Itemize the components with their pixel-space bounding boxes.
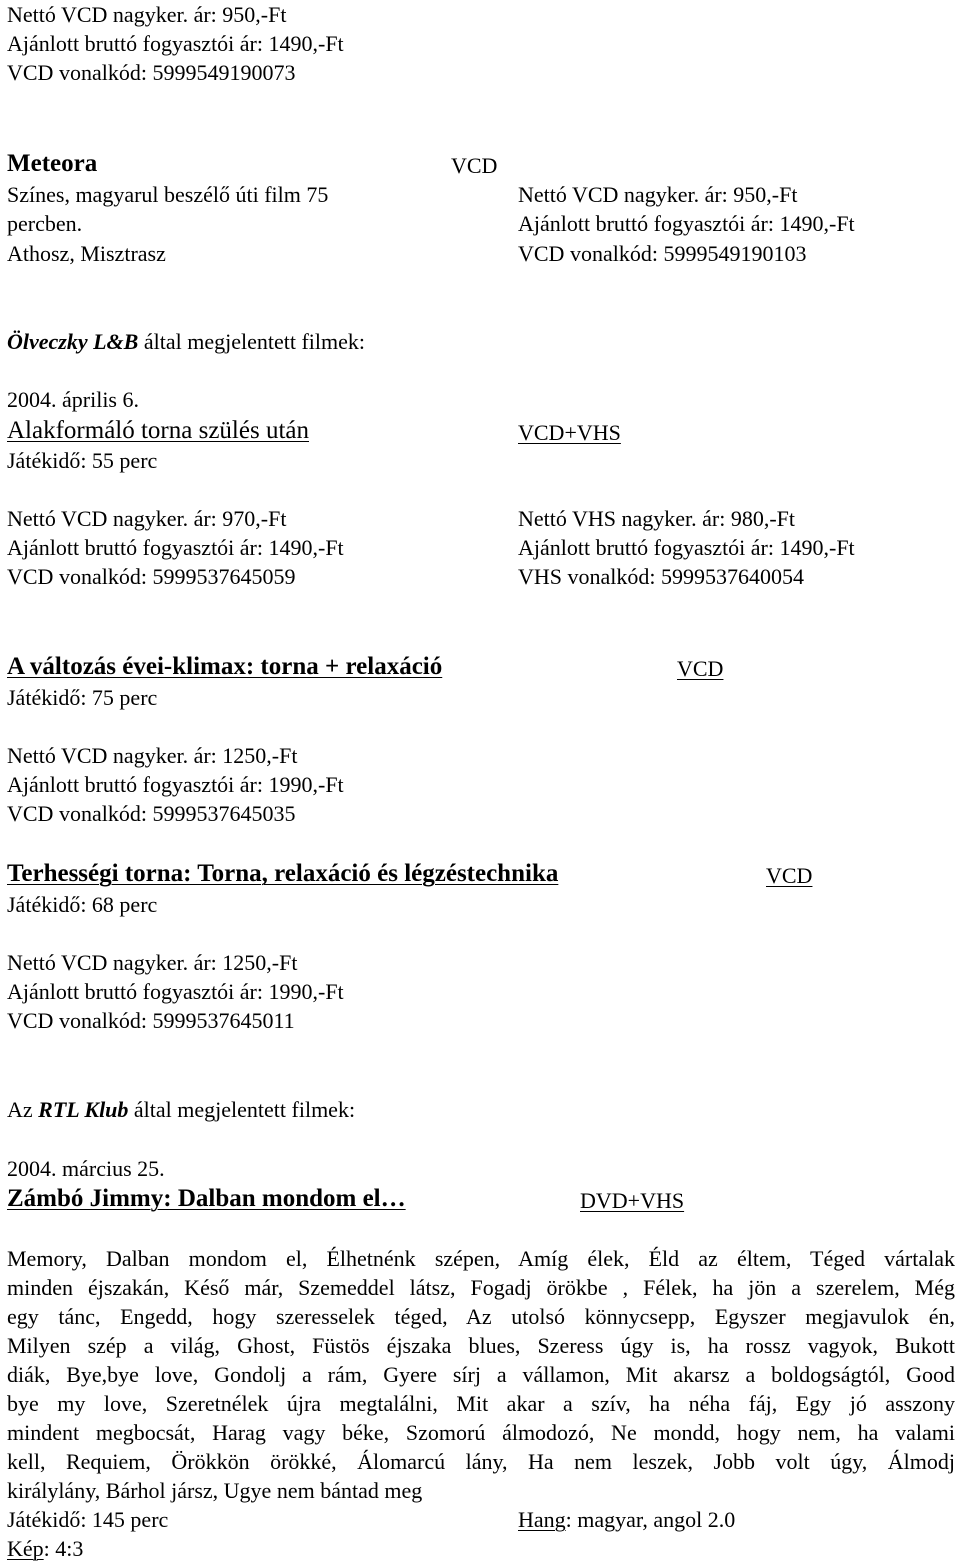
alakformalo-vcd-barcode: VCD vonalkód: 5999537645059 [7, 564, 296, 589]
alakformalo-vhs-barcode: VHS vonalkód: 5999537640054 [518, 564, 804, 589]
zambo-format: DVD+VHS [580, 1188, 685, 1213]
klimax-retail-price: Ajánlott bruttó fogyasztói ár: 1990,-Ft [7, 772, 344, 797]
meteora-format: VCD [451, 153, 498, 178]
top-barcode: VCD vonalkód: 5999549190073 [7, 60, 296, 85]
alakformalo-vhs-retail: Ajánlott bruttó fogyasztói ár: 1490,-Ft [518, 535, 855, 560]
tracklist-line: kell, Requiem, Örökkön örökké, Álomarcú lány, Ha nem leszek, Jobb volt úgy, Álmodj [7, 1449, 955, 1474]
olveczky-heading-rest: által megjelentett filmek: [138, 329, 365, 354]
tracklist-line: mindent megbocsát, Harag vagy béke, Szomorú álmodozó, Ne mondd, hogy nem, ha valami [7, 1420, 955, 1445]
olveczky-publisher: Ölveczky L&B [7, 329, 139, 354]
meteora-retail-price: Ajánlott bruttó fogyasztói ár: 1490,-Ft [518, 211, 855, 236]
alakformalo-vhs-net: Nettó VHS nagyker. ár: 980,-Ft [518, 506, 796, 531]
klimax-runtime: Játékidő: 75 perc [7, 685, 158, 710]
meteora-barcode: VCD vonalkód: 5999549190103 [518, 241, 807, 266]
rtl-heading [7, 1095, 355, 1124]
alakformalo-vcd-net: Nettó VCD nagyker. ár: 970,-Ft [7, 506, 287, 531]
zambo-picture-label: Kép [7, 1536, 44, 1561]
top-retail-price: Ajánlott bruttó fogyasztói ár: 1490,-Ft [7, 31, 344, 56]
top-net-price: Nettó VCD nagyker. ár: 950,-Ft [7, 2, 287, 27]
meteora-title: Meteora [7, 150, 98, 177]
zambo-picture-value: : 4:3 [43, 1536, 84, 1561]
zambo-picture [7, 1534, 83, 1563]
zambo-tracklist [7, 1244, 955, 1505]
klimax-net-price: Nettó VCD nagyker. ár: 1250,-Ft [7, 743, 298, 768]
zambo-runtime: Játékidő: 145 perc [7, 1507, 169, 1532]
klimax-title: A változás évei-klimax: torna + relaxáció [7, 653, 443, 680]
meteora-net-price: Nettó VCD nagyker. ár: 950,-Ft [518, 182, 798, 207]
zambo-sound-value: : magyar, angol 2.0 [565, 1507, 736, 1532]
terhessegi-format: VCD [766, 863, 813, 888]
meteora-desc-line1: Színes, magyarul beszélő úti film 75 [7, 182, 329, 207]
tracklist-line: királylány, Bárhol jársz, Ugye nem bántad meg [7, 1478, 423, 1503]
zambo-title: Zámbó Jimmy: Dalban mondom el… [7, 1185, 406, 1212]
terhessegi-barcode: VCD vonalkód: 5999537645011 [7, 1008, 295, 1033]
terhessegi-retail-price: Ajánlott bruttó fogyasztói ár: 1990,-Ft [7, 979, 344, 1004]
rtl-publisher: RTL Klub [38, 1097, 129, 1122]
rtl-heading-prefix: Az [7, 1097, 39, 1122]
tracklist-line: diák, Bye,bye love, Gondolj a rám, Gyere sírj a vállamon, Mit akarsz a boldogságtól, Good [7, 1362, 955, 1387]
alakformalo-format: VCD+VHS [518, 420, 621, 445]
alakformalo-vcd-retail: Ajánlott bruttó fogyasztói ár: 1490,-Ft [7, 535, 344, 560]
zambo-sound-label: Hang [518, 1507, 566, 1532]
zambo-sound [518, 1505, 735, 1534]
tracklist-line: Memory, Dalban mondom el, Élhetnénk szépen, Amíg élek, Éld az éltem, Téged vártalak [7, 1246, 955, 1271]
terhessegi-title: Terhességi torna: Torna, relaxáció és légzéstechnika [7, 860, 559, 887]
tracklist-line: bye my love, Szeretnélek újra megtalálni, Mit akar a szív, ha néha fáj, Egy jó asszony [7, 1391, 955, 1416]
tracklist-line: egy tánc, Engedd, hogy szeresselek téged, Az utolsó könnycsepp, Egyszer megjavulok én, [7, 1304, 955, 1329]
rtl-heading-rest: által megjelentett filmek: [128, 1097, 356, 1122]
klimax-barcode: VCD vonalkód: 5999537645035 [7, 801, 296, 826]
meteora-desc-line2: percben. [7, 211, 83, 236]
rtl-date: 2004. március 25. [7, 1156, 165, 1181]
meteora-desc-line3: Athosz, Misztrasz [7, 241, 166, 266]
olveczky-heading [7, 327, 365, 356]
klimax-format: VCD [677, 656, 724, 681]
tracklist-line: minden éjszakán, Késő már, Szemeddel látsz, Fogadj örökbe , Félek, ha jön a szerelem, Még [7, 1275, 955, 1300]
terhessegi-runtime: Játékidő: 68 perc [7, 892, 158, 917]
tracklist-line: Milyen szép a világ, Ghost, Füstös éjszaka blues, Szeress úgy is, ha rossz vagyok, Bukott [7, 1333, 955, 1358]
terhessegi-net-price: Nettó VCD nagyker. ár: 1250,-Ft [7, 950, 298, 975]
alakformalo-title: Alakformáló torna szülés után [7, 417, 309, 444]
olveczky-date: 2004. április 6. [7, 387, 139, 412]
alakformalo-runtime: Játékidő: 55 perc [7, 448, 158, 473]
